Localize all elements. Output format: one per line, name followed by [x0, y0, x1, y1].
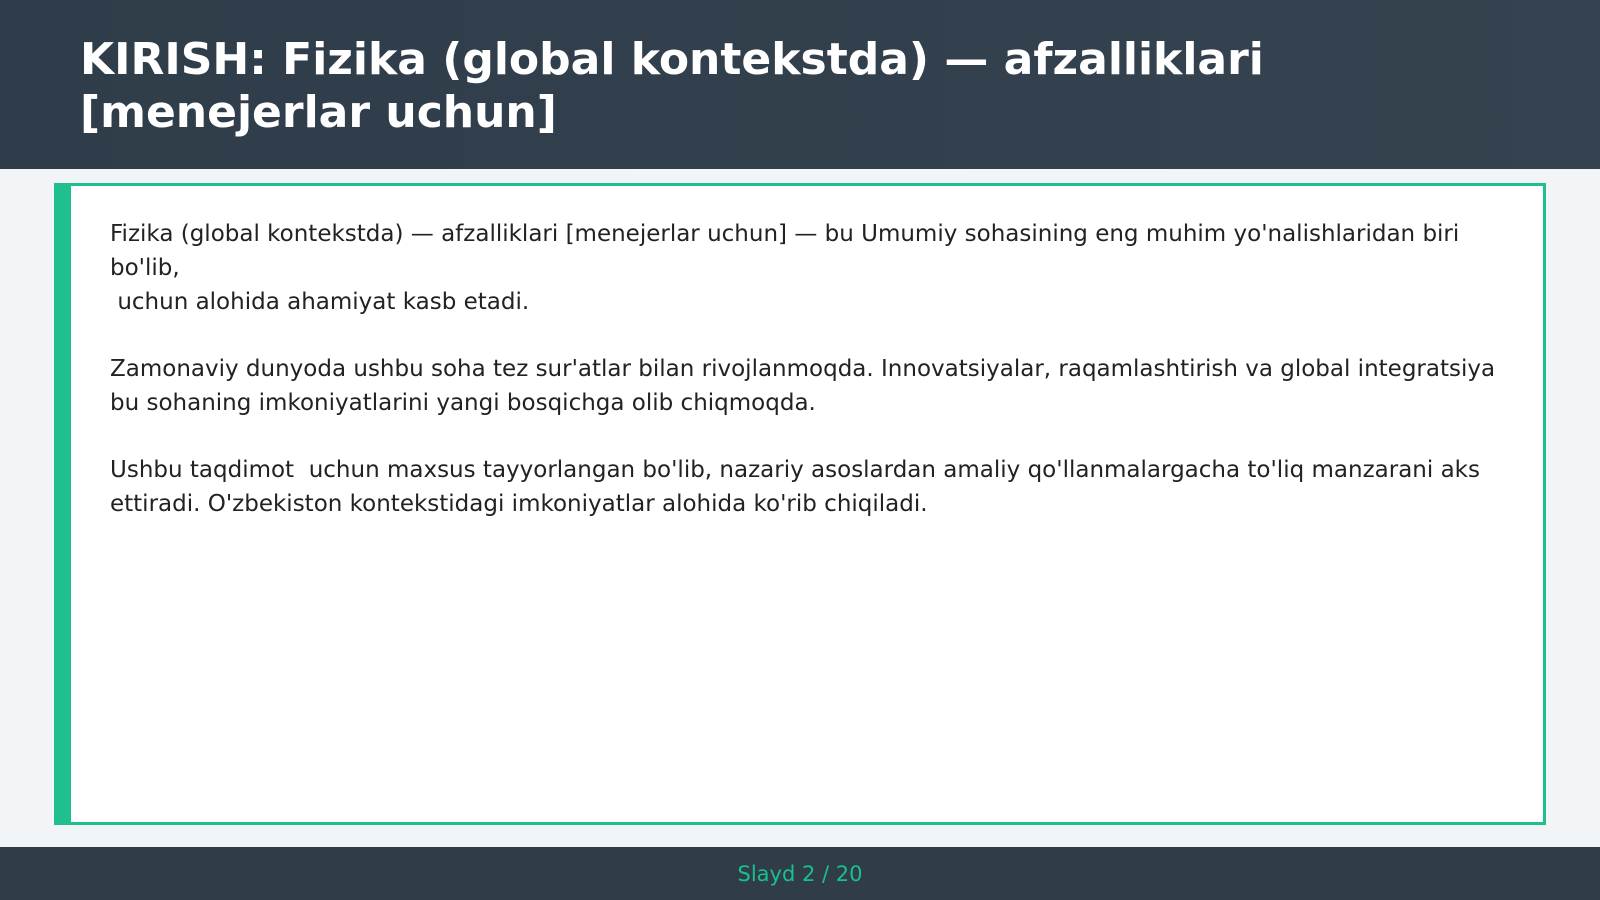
- intro-paragraph: Fizika (global kontekstda) — afzalliklari [menejerlar uchun] — bu Umumiy sohasining eng muhim yo'nalishlaridan biri bo'lib, uchun alohida ahamiyat kasb etadi.: [110, 221, 1460, 315]
- presentation-purpose-paragraph: Ushbu taqdimot uchun maxsus tayyorlangan bo'lib, nazariy asoslardan amaliy qo'llanmalargacha to'liq manzarani aks ettiradi. O'zbekiston kontekstidagi imkoniyatlar alohida ko'rib chiqiladi.: [110, 457, 1488, 517]
- slide-footer: [0, 847, 1600, 900]
- slide-title-bar: [0, 0, 1600, 169]
- slide-counter: Slayd 2 / 20: [737, 861, 863, 886]
- content-card: [54, 183, 1546, 825]
- slide-title: KIRISH: Fizika (global kontekstda) — afzalliklari [menejerlar uchun]: [80, 34, 1264, 138]
- modern-world-paragraph: Zamonaviy dunyoda ushbu soha tez sur'atlar bilan rivojlanmoqda. Innovatsiyalar, raqamlashtirish va global integratsiya bu sohaning imkoniyatlarini yangi bosqichga olib chiqmoqda.: [110, 356, 1503, 416]
